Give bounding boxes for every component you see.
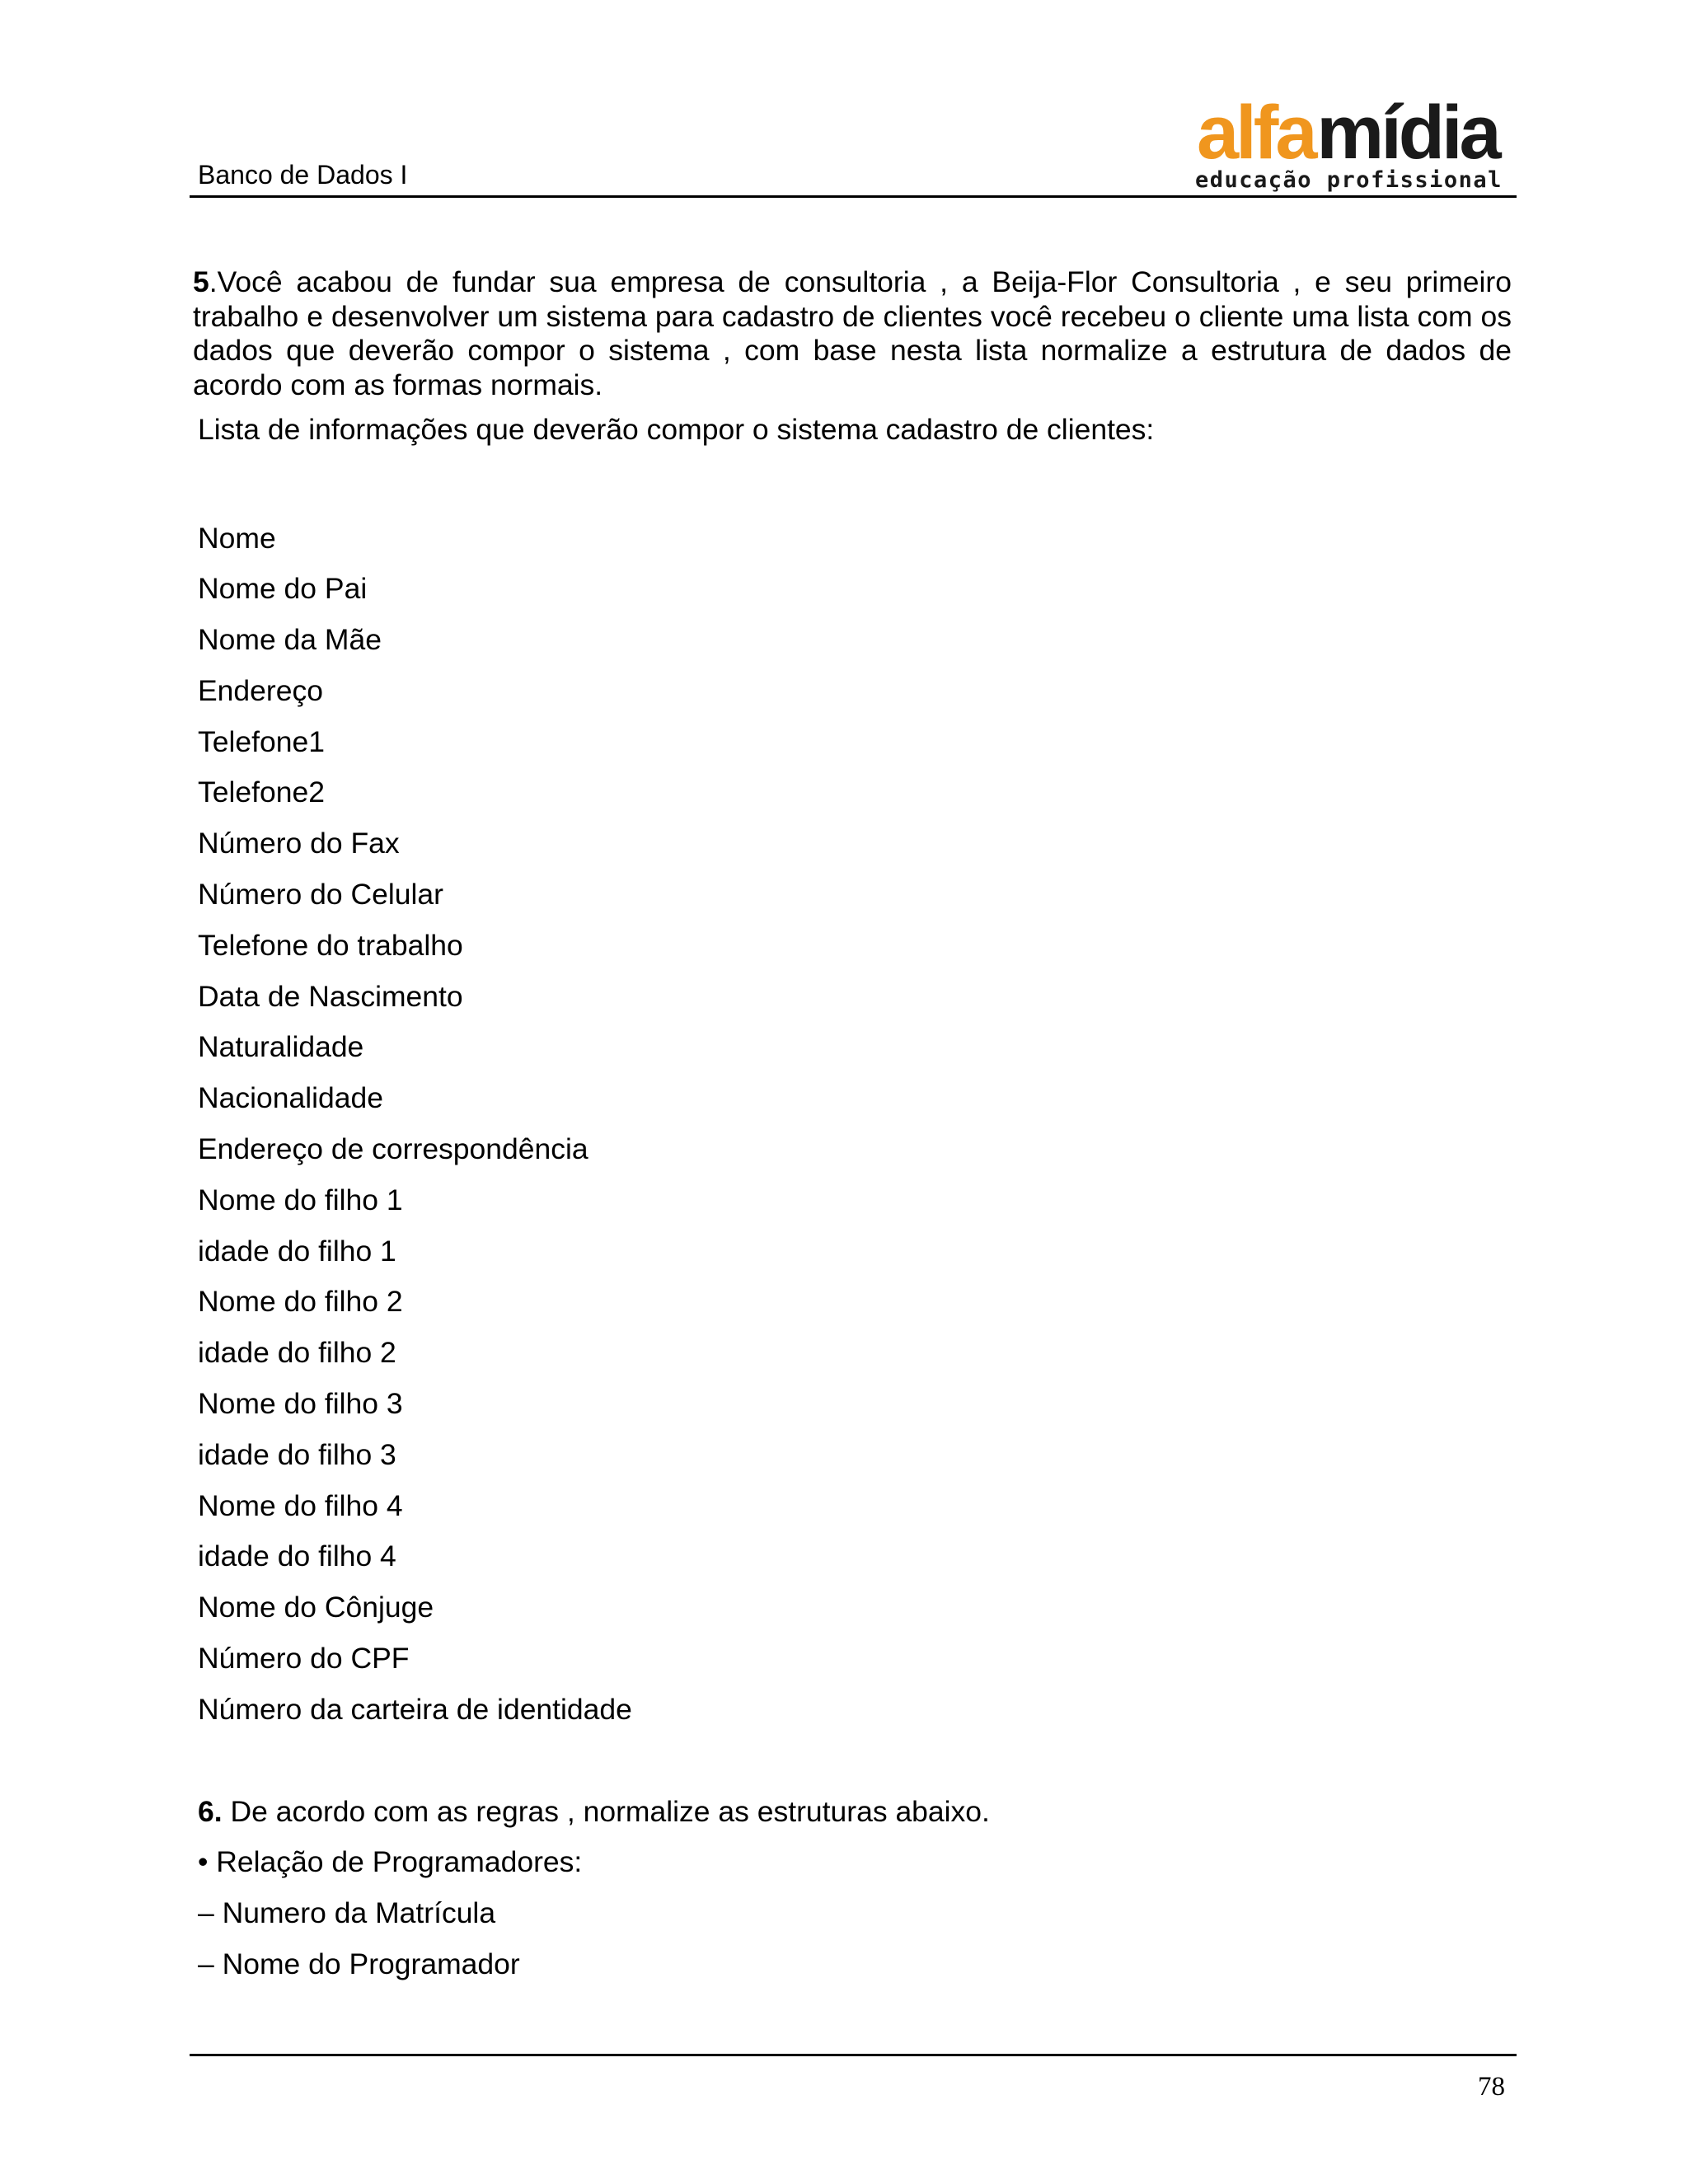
- list-item: Nacionalidade: [198, 1081, 383, 1115]
- list-item: Nome da Mãe: [198, 623, 382, 657]
- list-item: Telefone1: [198, 724, 325, 758]
- list-item: Nome do filho 1: [198, 1183, 403, 1216]
- footer-divider: [190, 2054, 1517, 2056]
- list-item: – Numero da Matrícula: [198, 1896, 496, 1929]
- header-title: Banco de Dados I: [198, 160, 408, 190]
- list-item: idade do filho 4: [198, 1540, 396, 1573]
- list-item: Nome: [198, 521, 276, 555]
- page-content: [193, 265, 1512, 2001]
- list-item: Nome do filho 3: [198, 1387, 403, 1421]
- question-5-number: 5: [193, 265, 209, 298]
- list-item: – Nome do Programador: [198, 1947, 520, 1980]
- list-item: idade do filho 1: [198, 1234, 396, 1268]
- question-5-text: .Você acabou de fundar sua empresa de consultoria , a Beija-Flor Consultoria , e seu primeiro trabalho e desenvolver um sistema para cadastro de clientes você recebeu o cliente uma lista com os dados que deverão compor o sistema , com base nesta lista normalize a estrutura de dados de acordo com as formas normais.: [193, 265, 1512, 401]
- field-list-intro: Lista de informações que deverão compor o sistema cadastro de clientes:: [198, 413, 1155, 446]
- list-item: idade do filho 3: [198, 1437, 396, 1471]
- list-item: • Relação de Programadores:: [198, 1845, 583, 1879]
- list-item: Número do Celular: [198, 878, 443, 912]
- list-item: Número do Fax: [198, 827, 400, 860]
- client-field-list: [193, 521, 1512, 1746]
- list-item: Endereço de correspondência: [198, 1132, 588, 1166]
- logo-tagline: educação profissional: [1195, 167, 1503, 193]
- list-item: Nome do filho 4: [198, 1488, 403, 1522]
- list-item: idade do filho 2: [198, 1336, 396, 1370]
- list-item: Nome do filho 2: [198, 1285, 403, 1319]
- question-6-text: De acordo com as regras , normalize as estruturas abaixo.: [222, 1794, 990, 1828]
- list-item: Número do CPF: [198, 1642, 410, 1675]
- list-item: Data de Nascimento: [198, 979, 463, 1013]
- logo-wordmark-alfa: alfa: [1197, 91, 1315, 175]
- question-6-statement: [198, 1794, 1512, 1828]
- page-number: 78: [1478, 2072, 1505, 2102]
- list-item: Telefone2: [198, 776, 325, 809]
- list-item: Naturalidade: [198, 1030, 364, 1064]
- question-5-statement: [193, 265, 1512, 402]
- question-6-number: 6.: [198, 1794, 223, 1828]
- logo-wordmark-midia: mídia: [1316, 91, 1498, 175]
- programmer-relation-list: [193, 1845, 1512, 2000]
- list-item: Telefone do trabalho: [198, 928, 463, 962]
- header-divider: [190, 195, 1517, 198]
- list-item: Nome do Cônjuge: [198, 1591, 434, 1624]
- list-item: Número da carteira de identidade: [198, 1692, 632, 1726]
- alfamidia-logo: [1193, 91, 1523, 196]
- list-item: Endereço: [198, 673, 323, 707]
- list-item: Nome do Pai: [198, 572, 368, 606]
